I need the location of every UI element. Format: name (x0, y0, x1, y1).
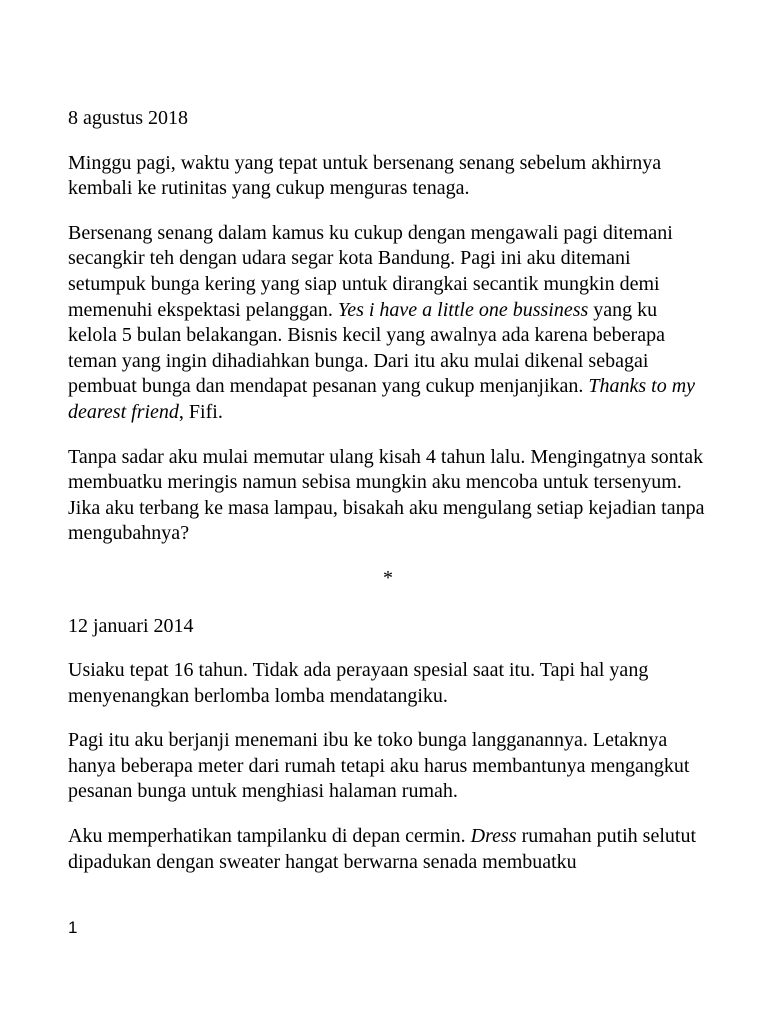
paragraph-text: , Fifi. (178, 400, 223, 423)
paragraph-text: Aku memperhatikan tampilanku di depan cermin. (68, 825, 471, 848)
paragraph-text: Bersenang senang dalam kamus ku cukup dengan mengawali pagi ditemani secangkir teh dengan udara segar kota Bandung. Pagi ini aku ditemani setumpuk bunga kering yang siap untuk dirangkai secantik mungkin demi memenuhi ekspektasi pelanggan. (68, 221, 673, 321)
paragraph (68, 221, 708, 426)
paragraph-text: yang ku kelola 5 bulan belakangan. Bisnis kecil yang awalnya ada karena beberapa teman yang ingin dihadiahkan bunga. Dari itu aku mulai dikenal sebagai pembuat bunga dan mendapat pesanan yang cukup menjanjikan. (68, 298, 665, 398)
italic-phrase: Dress (470, 825, 517, 848)
entry-date: 12 januari 2014 (68, 614, 194, 637)
paragraph: Minggu pagi, waktu yang tepat untuk bersenang senang sebelum akhirnya kembali ke rutinitas yang cukup menguras tenaga. (68, 151, 662, 200)
paragraph: Usiaku tepat 16 tahun. Tidak ada perayaan spesial saat itu. Tapi hal yang menyenangkan berlomba lomba mendatangiku. (68, 659, 649, 707)
paragraph-text: rumahan putih selutut dipadukan dengan sweater hangat berwarna senada membuatku (68, 825, 697, 873)
paragraph (68, 824, 708, 875)
entry-date: 8 agustus 2018 (68, 107, 188, 129)
document-body (68, 106, 708, 894)
italic-phrase: Thanks to my dearest friend (68, 375, 696, 423)
section-separator: * (383, 566, 393, 589)
italic-phrase: Yes i have a little one bussiness (337, 298, 589, 321)
page-number: 1 (68, 918, 78, 937)
paragraph: Pagi itu aku berjanji menemani ibu ke toko bunga langganannya. Letaknya hanya beberapa meter dari rumah tetapi aku harus membantunya mengangkut pesanan bunga untuk menghiasi halaman rumah. (68, 729, 690, 803)
paragraph: Tanpa sadar aku mulai memutar ulang kisah 4 tahun lalu. Mengingatnya sontak membuatku meringis namun sebisa mungkin aku mencoba untuk tersenyum. Jika aku terbang ke masa lampau, bisakah aku mengulang setiap kejadian tanpa mengubahnya? (68, 445, 705, 545)
